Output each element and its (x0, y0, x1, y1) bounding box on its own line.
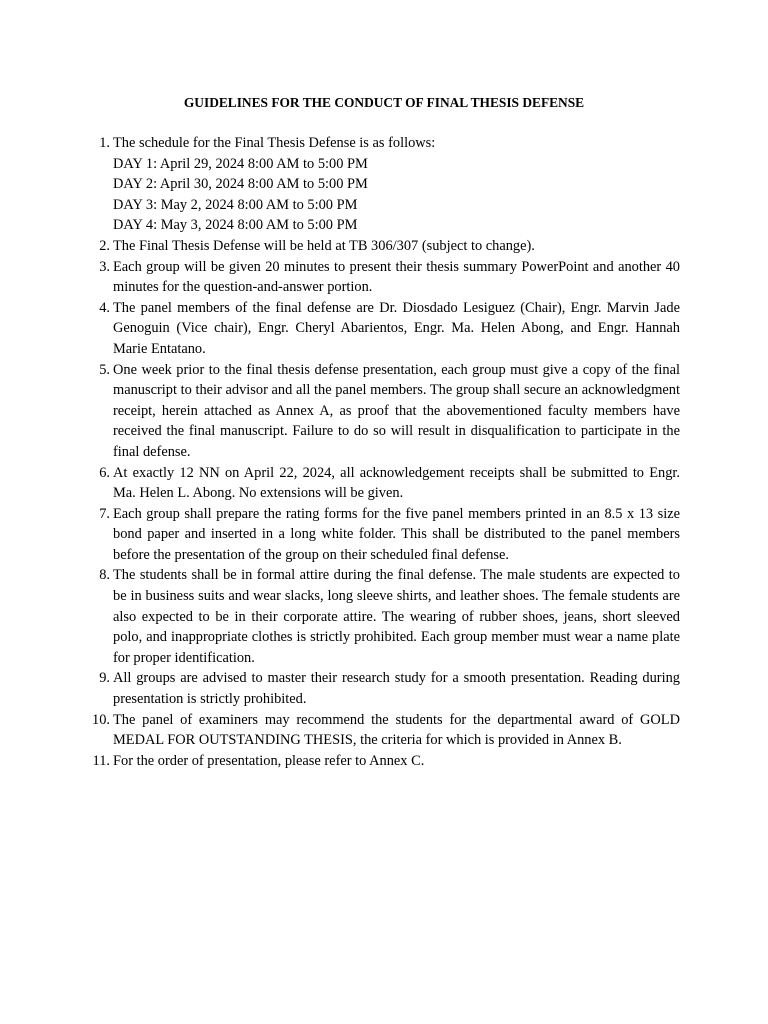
guideline-item-3 (88, 257, 680, 298)
item-text: The schedule for the Final Thesis Defense is as follows: (113, 135, 436, 151)
guideline-item-11 (88, 751, 680, 772)
item-number: 8. (99, 567, 110, 584)
item-text: All groups are advised to master their research study for a smooth presentation. Reading during presentation is strictly prohibited. (113, 670, 680, 708)
item-text: Each group shall prepare the rating forms for the five panel members printed in an 8.5 x 13 size bond paper and inserted in a long white folder. This shall be distributed to the panel members before the presentation of the group on their scheduled final defense. (113, 505, 680, 563)
guideline-item-5 (88, 360, 680, 463)
item-text: The students shall be in formal attire during the final defense. The male students are expected to be in business suits and wear slacks, long sleeve shirts, and leather shoes. The female students are also expected to be in their corporate attire. The wearing of rubber shoes, jeans, short sleeved polo, and inappropriate clothes is strictly prohibited. Each group member must wear a name plate for proper identification. (113, 567, 680, 666)
item-text: The panel members of the final defense are Dr. Diosdado Lesiguez (Chair), Engr. Marvin Jade Genoguin (Vice chair), Engr. Cheryl Abarientos, Engr. Ma. Helen Abong, and Engr. Hannah Marie Entatano. (113, 299, 680, 357)
schedule-day-3: DAY 3: May 2, 2024 8:00 AM to 5:00 PM (113, 196, 358, 213)
item-number: 5. (99, 361, 110, 378)
item-number: 9. (99, 670, 110, 687)
guidelines-list (88, 133, 680, 771)
item-number: 11. (92, 752, 110, 769)
item-number: 6. (99, 464, 110, 481)
guideline-item-1 (88, 133, 680, 236)
item-number: 7. (99, 505, 110, 522)
item-text: At exactly 12 NN on April 22, 2024, all acknowledgement receipts shall be submitted to Engr. Ma. Helen L. Abong. No extensions will be given. (113, 464, 680, 502)
schedule-day-4: DAY 4: May 3, 2024 8:00 AM to 5:00 PM (113, 217, 358, 234)
guideline-item-10 (88, 710, 680, 751)
guideline-item-9 (88, 668, 680, 709)
item-text: One week prior to the final thesis defense presentation, each group must give a copy of the final manuscript to their advisor and all the panel members. The group shall secure an acknowledgment receipt, herein attached as Annex A, as proof that the abovementioned faculty members have received the final manuscript. Failure to do so will result in disqualification to participate in the final defense. (113, 361, 680, 460)
guideline-item-2 (88, 236, 680, 257)
guideline-item-6 (88, 463, 680, 504)
item-text: The panel of examiners may recommend the students for the departmental award of GOLD MEDAL FOR OUTSTANDING THESIS, the criteria for which is provided in Annex B. (113, 711, 680, 749)
guideline-item-4 (88, 298, 680, 360)
item-text: The Final Thesis Defense will be held at TB 306/307 (subject to change). (113, 237, 535, 254)
document-title: GUIDELINES FOR THE CONDUCT OF FINAL THESIS DEFENSE (183, 95, 585, 110)
guideline-item-8 (88, 565, 680, 668)
guideline-item-7 (88, 504, 680, 566)
schedule-day-2: DAY 2: April 30, 2024 8:00 AM to 5:00 PM (113, 176, 368, 193)
item-number: 2. (99, 237, 110, 254)
schedule-day-1: DAY 1: April 29, 2024 8:00 AM to 5:00 PM (113, 155, 368, 172)
item-number: 3. (99, 258, 110, 275)
item-text: For the order of presentation, please refer to Annex C. (113, 752, 425, 769)
item-number: 4. (99, 299, 110, 316)
item-number: 10. (92, 711, 110, 728)
item-number: 1. (99, 135, 110, 151)
item-text: Each group will be given 20 minutes to present their thesis summary PowerPoint and another 40 minutes for the question-and-answer portion. (113, 258, 680, 296)
